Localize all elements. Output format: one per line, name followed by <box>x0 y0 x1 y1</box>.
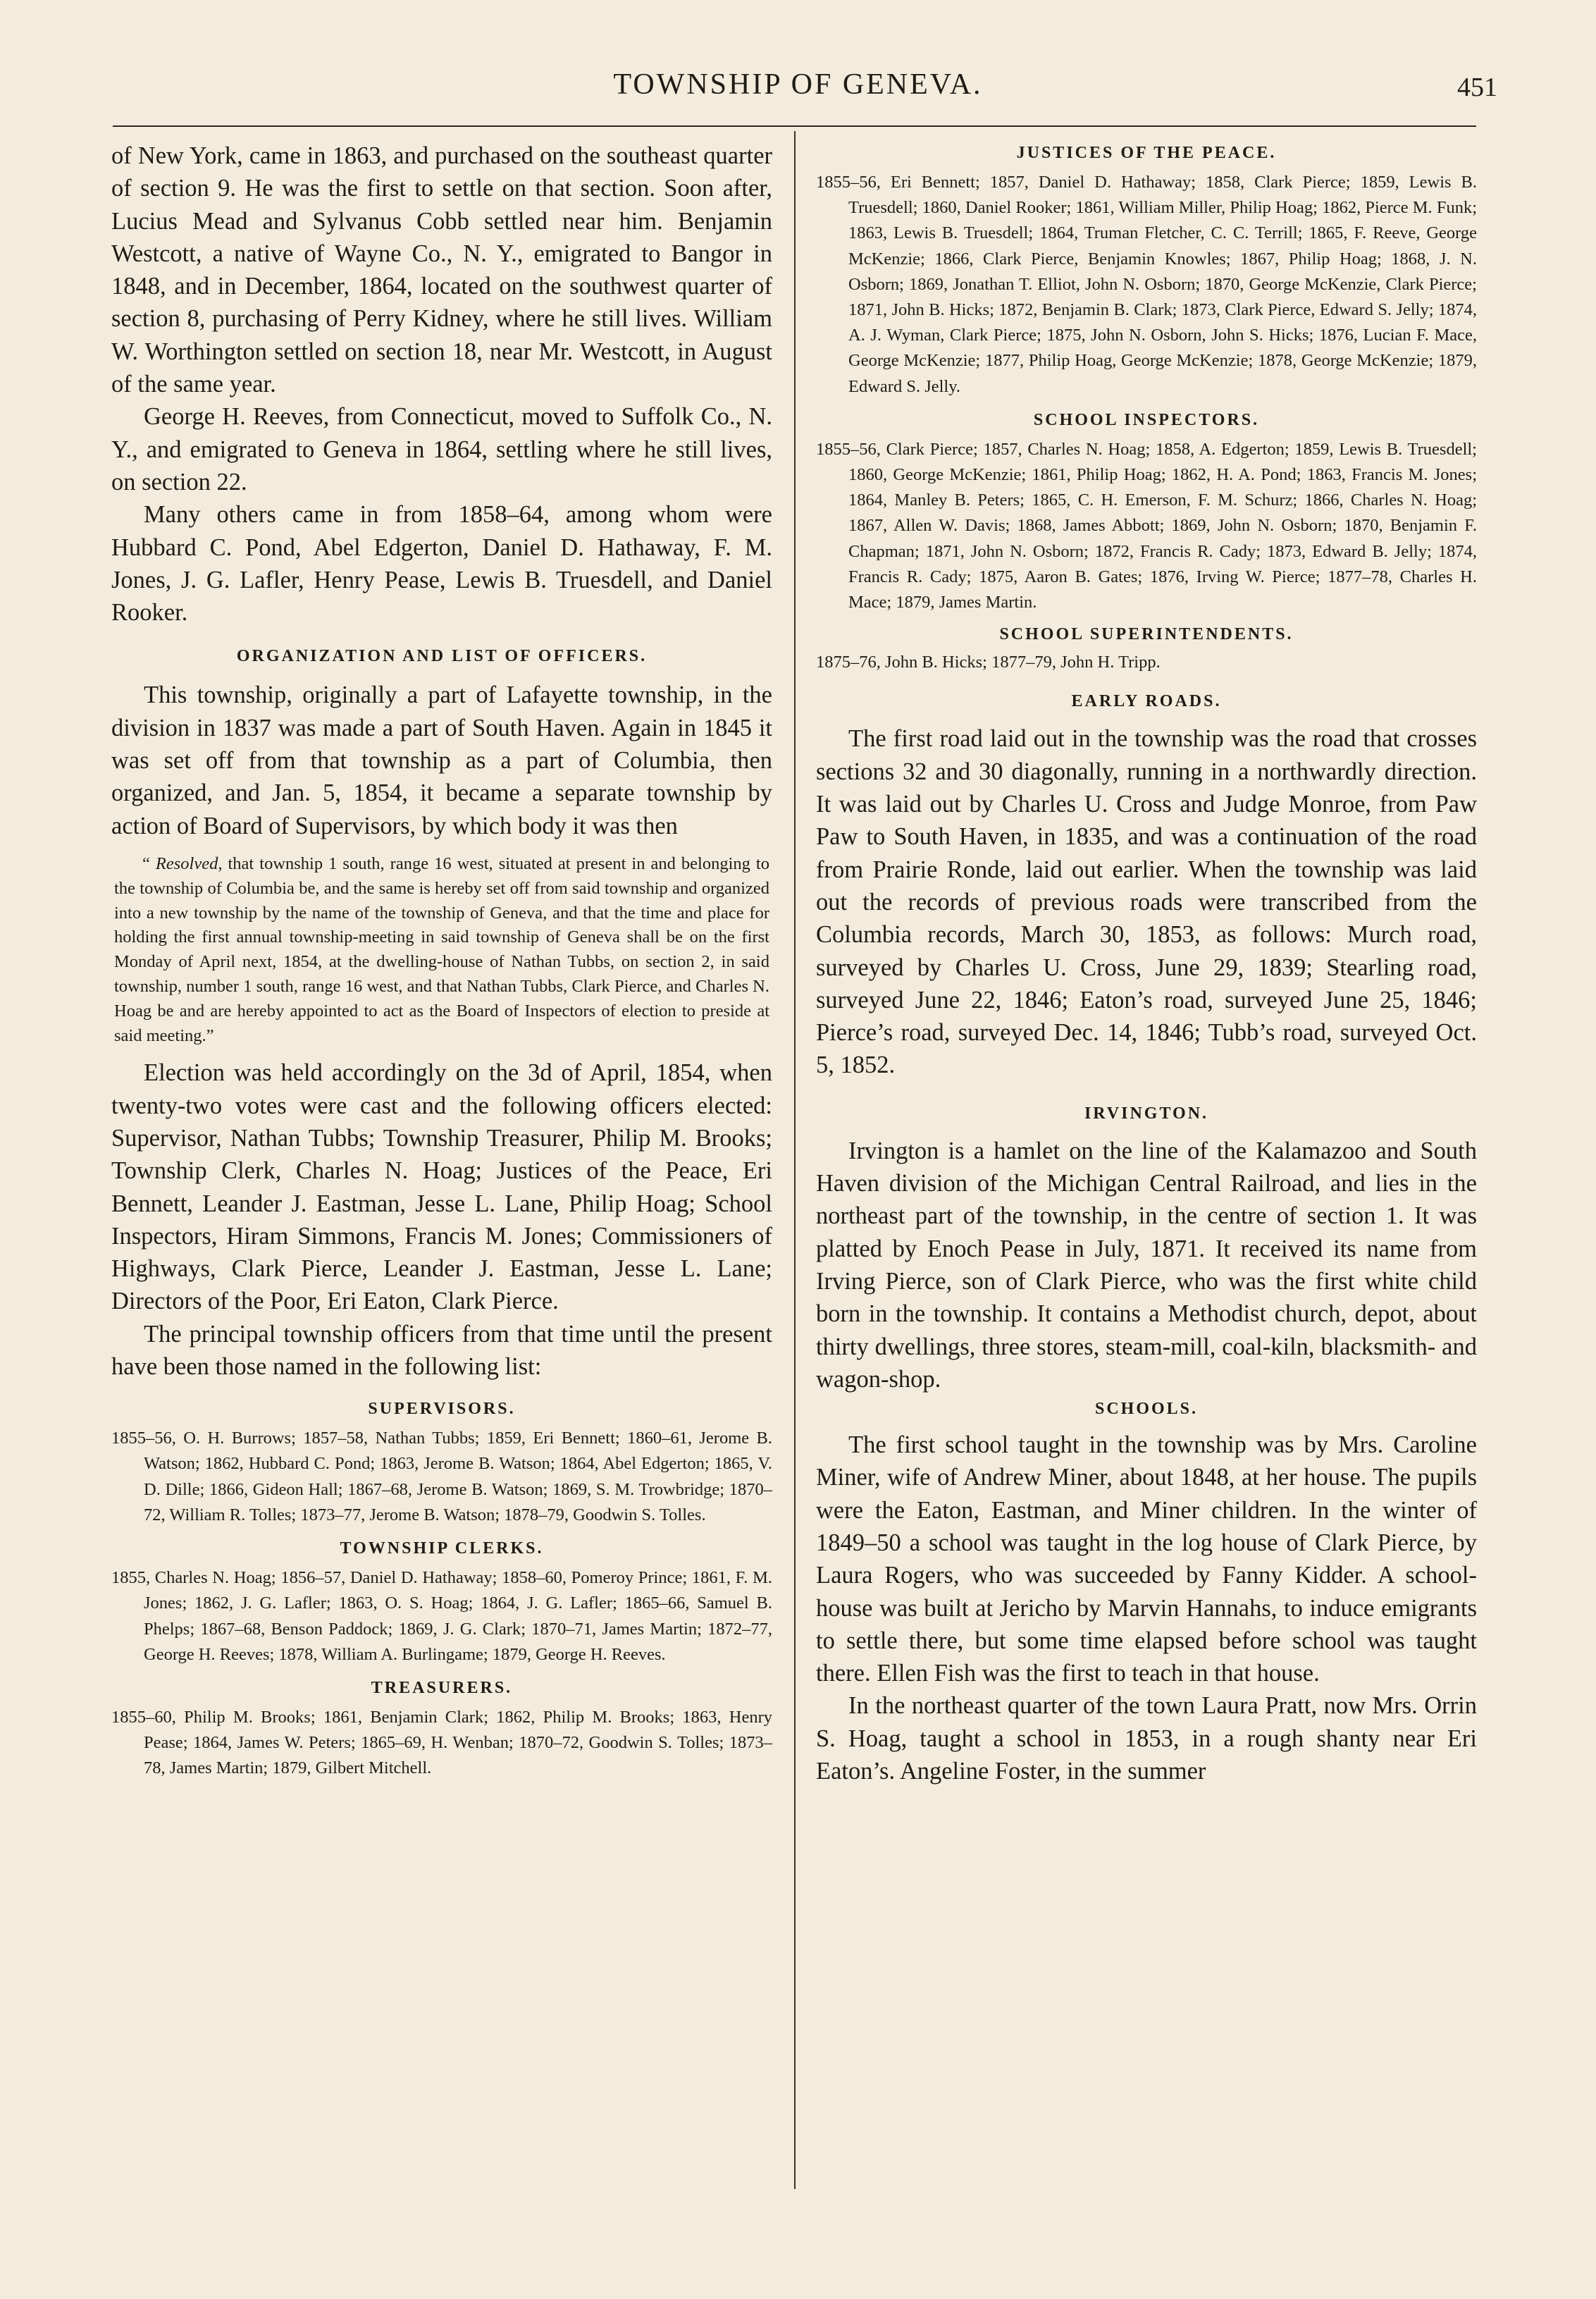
heading-township-clerks: TOWNSHIP CLERKS. <box>340 1539 544 1558</box>
heading-early-roads: EARLY ROADS. <box>1071 692 1222 711</box>
running-head <box>0 68 1596 103</box>
paragraph-early-roads: The first road laid out in the township was the road that crosses sections 32 and 30 diagonally, running in a northwardly direction. It was laid out by Charles U. Cross and Judge Monroe, from Paw Paw to South Haven, in 1835, and was a continuation of the road from Prairie Ronde, laid out earlier. When the township was laid out the records of previous roads were transcribed from the Columbia records, March 30, 1853, as follows: Murch road, surveyed by Charles U. Cross, June 29, 1839; Stearling road, surveyed June 22, 1846; Eaton’s road, surveyed June 25, 1846; Pierce’s road, surveyed Dec. 14, 1846; Tubb’s road, surveyed Oct. 5, 1852. <box>816 725 1477 1079</box>
heading-treasurers: TREASURERS. <box>371 1678 513 1697</box>
list-school-inspectors: 1855–56, Clark Pierce; 1857, Charles N. Hoag; 1858, A. Edgerton; 1859, Lewis B. Truesdell; 1860, George McKenzie; 1861, Philip Hoag; 1862, H. A. Pond; 1863, Francis M. Jones; 1864, Manley B. Peters; 1865, C. H. Emerson, F. M. Schurz; 1866, Charles N. Hoag; 1867, Allen W. Davis; 1868, James Abbott; 1869, John N. Osborn; 1870, Benjamin F. Chapman; 1871, John N. Osborn; 1872, Francis R. Cady; 1873, Edward B. Jelly; 1874, Francis R. Cady; 1875, Aaron B. Gates; 1876, Irving W. Pierce; 1877–78, Charles H. Mace; 1879, James Martin. <box>816 439 1477 612</box>
page-number: 451 <box>1457 73 1497 102</box>
list-township-clerks: 1855, Charles N. Hoag; 1856–57, Daniel D. Hathaway; 1858–60, Pomeroy Prince; 1861, F. M. Jones; 1862, J. G. Lafler; 1863, O. S. Hoag; 1864, J. G. Lafler; 1865–66, Samuel B. Phelps; 1867–68, Benson Paddock; 1869, J. G. Clark; 1870–71, James Martin; 1872–77, George H. Reeves; 1878, William A. Burlingame; 1879, George H. Reeves. <box>111 1568 772 1664</box>
paragraph-organization: This township, originally a part of Lafayette township, in the division in 1837 was made a part of South Haven. Again in 1845 it was set off from that township as a part of Columbia, then organized, and Jan. 5, 1854, it became a separate township by action of Board of Supervisors, by which body it was then <box>111 682 772 839</box>
heading-justices: JUSTICES OF THE PEACE. <box>1016 144 1277 162</box>
heading-irvington: IRVINGTON. <box>1084 1104 1209 1123</box>
paragraph-election: Election was held accordingly on the 3d of April, 1854, when twenty-two votes were cast and the following officers elected: Supervisor, Nathan Tubbs; Township Treasurer, Philip M. Brooks; Township Clerk, Charles N. Hoag; Justices of the Peace, Eri Bennett, Leander J. Eastman, Jesse L. Lane, Philip Hoag; School Inspectors, Hiram Simmons, Francis M. Jones; Commissioners of Highways, Clark Pierce, Leander J. Eastman, Jesse L. Lane; Directors of the Poor, Eri Eaton, Clark Pierce. <box>111 1059 772 1315</box>
column-divider <box>794 131 796 2189</box>
list-supervisors: 1855–56, O. H. Burrows; 1857–58, Nathan Tubbs; 1859, Eri Bennett; 1860–61, Jerome B. Watson; 1862, Hubbard C. Pond; 1863, Jerome B. Watson; 1864, Abel Edgerton; 1865, V. D. Dille; 1866, Gideon Hall; 1867–68, Jerome B. Watson; 1869, S. M. Trowbridge; 1870–72, William R. Tolles; 1873–77, Jerome B. Watson; 1878–79, Goodwin S. Tolles. <box>111 1429 772 1524</box>
paragraph-schools-first: The first school taught in the township was by Mrs. Caroline Miner, wife of Andrew Miner, about 1848, at her house. The pupils were the Eaton, Eastman, and Miner children. In the winter of 1849–50 a school was taught in the log house of Clark Pierce, by Laura Rogers, who was succeeded by Fanny Kidder. A school-house was built at Jericho by Marvin Hannahs, to induce emigrants to settle there, but some time elapsed before school was taught there. Ellen Fish was the first to teach in that house. <box>816 1431 1477 1687</box>
header-rule <box>113 125 1476 127</box>
heading-school-superintendents: SCHOOL SUPERINTENDENTS. <box>999 625 1294 644</box>
right-column <box>816 140 1477 1787</box>
quote-body: that township 1 south, range 16 west, situated at present in and belonging to the township of Columbia be, and the same is hereby set off from said township and organized into a new township by the name of the township of Geneva, and that the time and place for holding the first annual township-meeting in said township of Geneva shall be on the first Monday of April next, 1854, at the dwelling-house of Nathan Tubbs, on section 2, in said township, number 1 south, range 16 west, and that Nathan Tubbs, Clark Pierce, and Charles N. Hoag be and are hereby appointed to act as the Board of Inspectors of election to preside at said meeting.” <box>114 853 769 1045</box>
resolution-quote <box>111 852 772 1048</box>
paragraph-irvington: Irvington is a hamlet on the line of the Kalamazoo and South Haven division of the Michigan Central Railroad, and lies in the northeast part of the township, in the centre of section 1. It was platted by Enoch Pease in July, 1871. It received its name from Irving Pierce, son of Clark Pierce, who was the first white child born in the township. It contains a Methodist church, depot, about thirty dwellings, three stores, steam-mill, coal-kiln, blacksmith- and wagon-shop. <box>816 1137 1477 1393</box>
paragraph-reeves: George H. Reeves, from Connecticut, moved to Suffolk Co., N. Y., and emigrated to Geneva in 1864, settling where he still lives, on section 22. <box>111 403 772 495</box>
list-justices: 1855–56, Eri Bennett; 1857, Daniel D. Hathaway; 1858, Clark Pierce; 1859, Lewis B. Truesdell; 1860, Daniel Rooker; 1861, William Miller, Philip Hoag; 1862, Pierce M. Funk; 1863, Lewis B. Truesdell; 1864, Truman Fletcher, C. C. Terrill; 1865, F. Reeve, George McKenzie; 1866, Clark Pierce, Benjamin Knowles; 1867, Philip Hoag; 1868, J. N. Osborn; 1869, Jonathan T. Elliot, John N. Osborn; 1870, George McKenzie, Clark Pierce; 1871, John B. Hicks; 1872, Benjamin B. Clark; 1873, Clark Pierce, Edward S. Jelly; 1874, A. J. Wyman, Clark Pierce; 1875, John N. Osborn, John S. Hicks; 1876, Lucian F. Mace, George McKenzie; 1877, Philip Hoag, George McKenzie; 1878, George McKenzie; 1879, Edward S. Jelly. <box>816 173 1477 396</box>
list-treasurers: 1855–60, Philip M. Brooks; 1861, Benjamin Clark; 1862, Philip M. Brooks; 1863, Henry Pease; 1864, James W. Peters; 1865–69, H. Wenban; 1870–72, Goodwin S. Tolles; 1873–78, James Martin; 1879, Gilbert Mitchell. <box>111 1707 772 1778</box>
left-column <box>111 140 772 1782</box>
heading-organization: ORGANIZATION AND LIST OF OFFICERS. <box>236 647 648 666</box>
heading-schools: SCHOOLS. <box>1094 1400 1199 1419</box>
quote-resolved-word: Resolved, <box>155 853 223 873</box>
paragraph-schools-northeast: In the northeast quarter of the town Laura Pratt, now Mrs. Orrin S. Hoag, taught a school in 1853, in a rough shanty near Eri Eaton’s. Angeline Foster, in the summer <box>816 1692 1477 1785</box>
heading-supervisors: SUPERVISORS. <box>368 1400 516 1419</box>
paragraph-settlers-continued: of New York, came in 1863, and purchased on the southeast quarter of section 9. He was the first to settle on that section. Soon after, Lucius Mead and Sylvanus Cobb settled near him. Benjamin Westcott, a native of Wayne Co., N. Y., emigrated to Bangor in 1848, and in December, 1864, located on the southwest quarter of section 8, purchasing of Perry Kidney, where he still lives. William W. Worthington settled on section 18, near Mr. Westcott, in August of the same year. <box>111 142 772 398</box>
paragraph-principal-officers: The principal township officers from that time until the present have been those named in the following list: <box>111 1320 772 1380</box>
list-school-superintendents: 1875–76, John B. Hicks; 1877–79, John H. Tripp. <box>816 653 1161 672</box>
heading-school-inspectors: SCHOOL INSPECTORS. <box>1033 410 1260 429</box>
quote-open-mark: “ <box>142 853 156 873</box>
running-title: TOWNSHIP OF GENEVA. <box>613 68 983 101</box>
paragraph-others: Many others came in from 1858–64, among whom were Hubbard C. Pond, Abel Edgerton, Daniel D. Hathaway, F. M. Jones, J. G. Lafler, Henry Pease, Lewis B. Truesdell, and Daniel Rooker. <box>111 501 772 627</box>
